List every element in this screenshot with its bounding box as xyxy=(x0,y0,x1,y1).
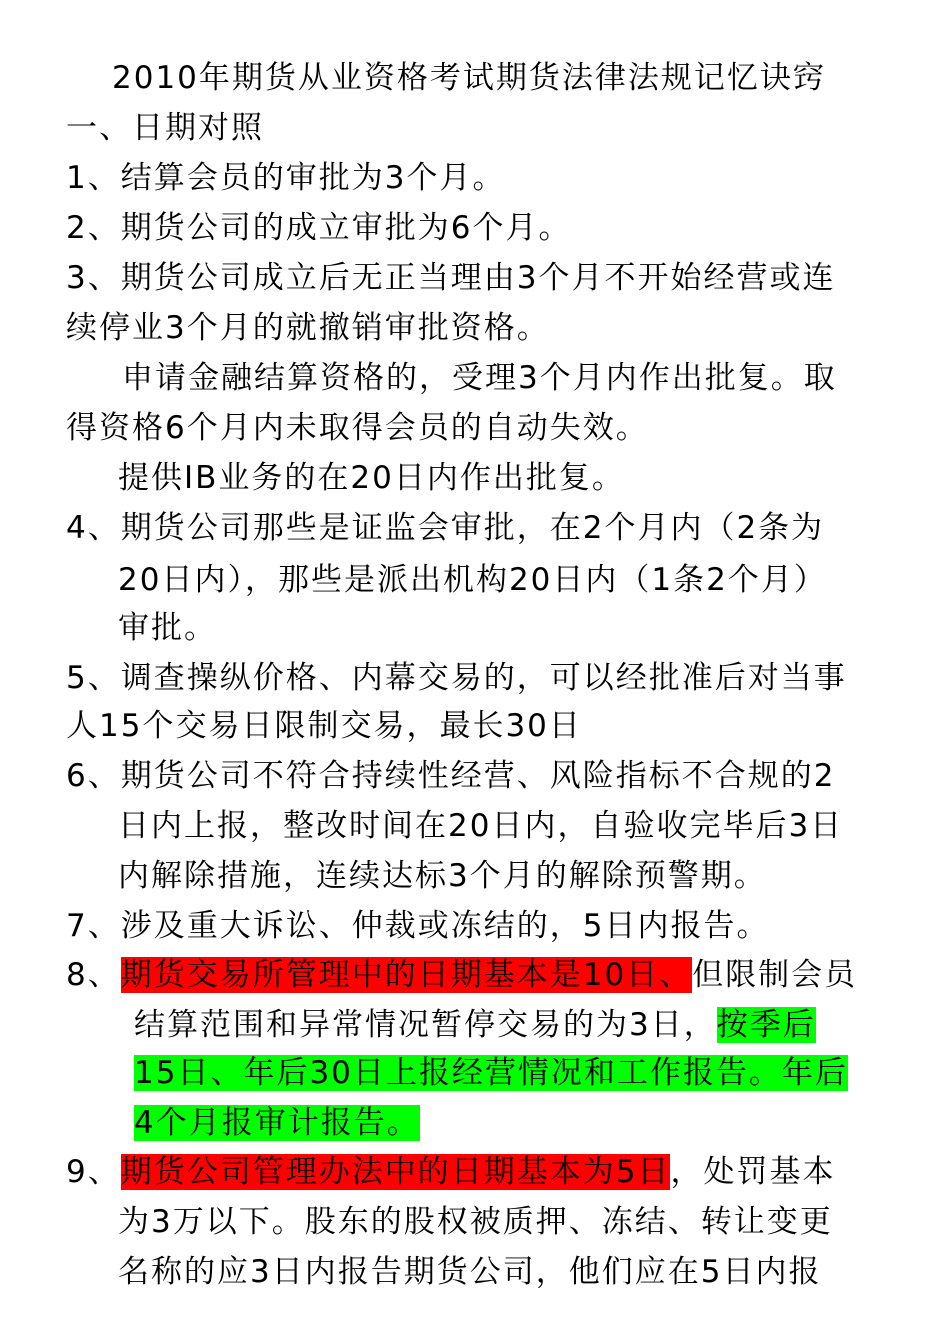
item-3-line-2: 续停业3个月的就撤销审批资格。 xyxy=(66,310,550,346)
section-heading-date-comparison: 一、日期对照 xyxy=(66,110,264,146)
item-8-line-4 xyxy=(134,1103,420,1143)
item-7: 7、涉及重大诉讼、仲裁或冻结的，5日内报告。 xyxy=(66,908,770,944)
item-4-line-1: 4、期货公司那些是证监会审批，在2个月内（2条为 xyxy=(66,510,825,546)
item-8-green-highlight-middle: 15日、年后30日上报经营情况和工作报告。年后 xyxy=(134,1055,848,1091)
item-9-red-highlight: 期货公司管理办法中的日期基本为5日 xyxy=(120,1154,671,1190)
item-3-line-4: 得资格6个月内未取得会员的自动失效。 xyxy=(66,410,649,446)
item-8-number: 8、 xyxy=(66,957,121,993)
item-8-line-2 xyxy=(134,1005,816,1045)
item-9-line-1 xyxy=(66,1152,835,1192)
item-5-line-2: 人15个交易日限制交易，最长30日 xyxy=(66,708,582,744)
item-2: 2、期货公司的成立审批为6个月。 xyxy=(66,210,572,246)
item-9-line-1-rest: ，处罚基本 xyxy=(670,1154,836,1190)
item-6-line-3: 内解除措施，连续达标3个月的解除预警期。 xyxy=(118,858,767,894)
document-title: 2010年期货从业资格考试期货法律法规记忆诀窍 xyxy=(112,60,826,96)
item-8-green-highlight-start: 按季后 xyxy=(716,1007,816,1043)
item-6-line-2: 日内上报，整改时间在20日内，自验收完毕后3日 xyxy=(118,808,844,844)
item-4-line-2: 20日内），那些是派出机构20日内（1条2个月） xyxy=(118,562,827,598)
item-3-line-5: 提供IB业务的在20日内作出批复。 xyxy=(118,460,625,496)
item-8-line-3 xyxy=(134,1053,848,1093)
item-9-line-2: 为3万以下。股东的股权被质押、冻结、转让变更 xyxy=(118,1204,833,1240)
item-9-line-3: 名称的应3日内报告期货公司，他们应在5日内报 xyxy=(118,1254,822,1290)
item-8-line-2-plain: 结算范围和异常情况暂停交易的为3日， xyxy=(134,1007,717,1043)
item-3-line-3: 申请金融结算资格的，受理3个月内作出批复。取 xyxy=(122,360,837,396)
item-8-red-highlight: 期货交易所管理中的日期基本是10日、 xyxy=(120,957,693,993)
item-8-line-1-rest: 但限制会员 xyxy=(692,957,858,993)
item-8-line-1 xyxy=(66,955,857,995)
item-6-line-1: 6、期货公司不符合持续性经营、风险指标不合规的2 xyxy=(66,758,836,794)
item-3-line-1: 3、期货公司成立后无正当理由3个月不开始经营或连 xyxy=(66,260,836,296)
item-8-green-highlight-end: 4个月报审计报告。 xyxy=(134,1105,420,1141)
item-9-number: 9、 xyxy=(66,1154,121,1190)
item-5-line-1: 5、调查操纵价格、内幕交易的，可以经批准后对当事 xyxy=(66,660,847,696)
item-4-line-3: 审批。 xyxy=(118,610,217,646)
item-1: 1、结算会员的审批为3个月。 xyxy=(66,160,506,196)
